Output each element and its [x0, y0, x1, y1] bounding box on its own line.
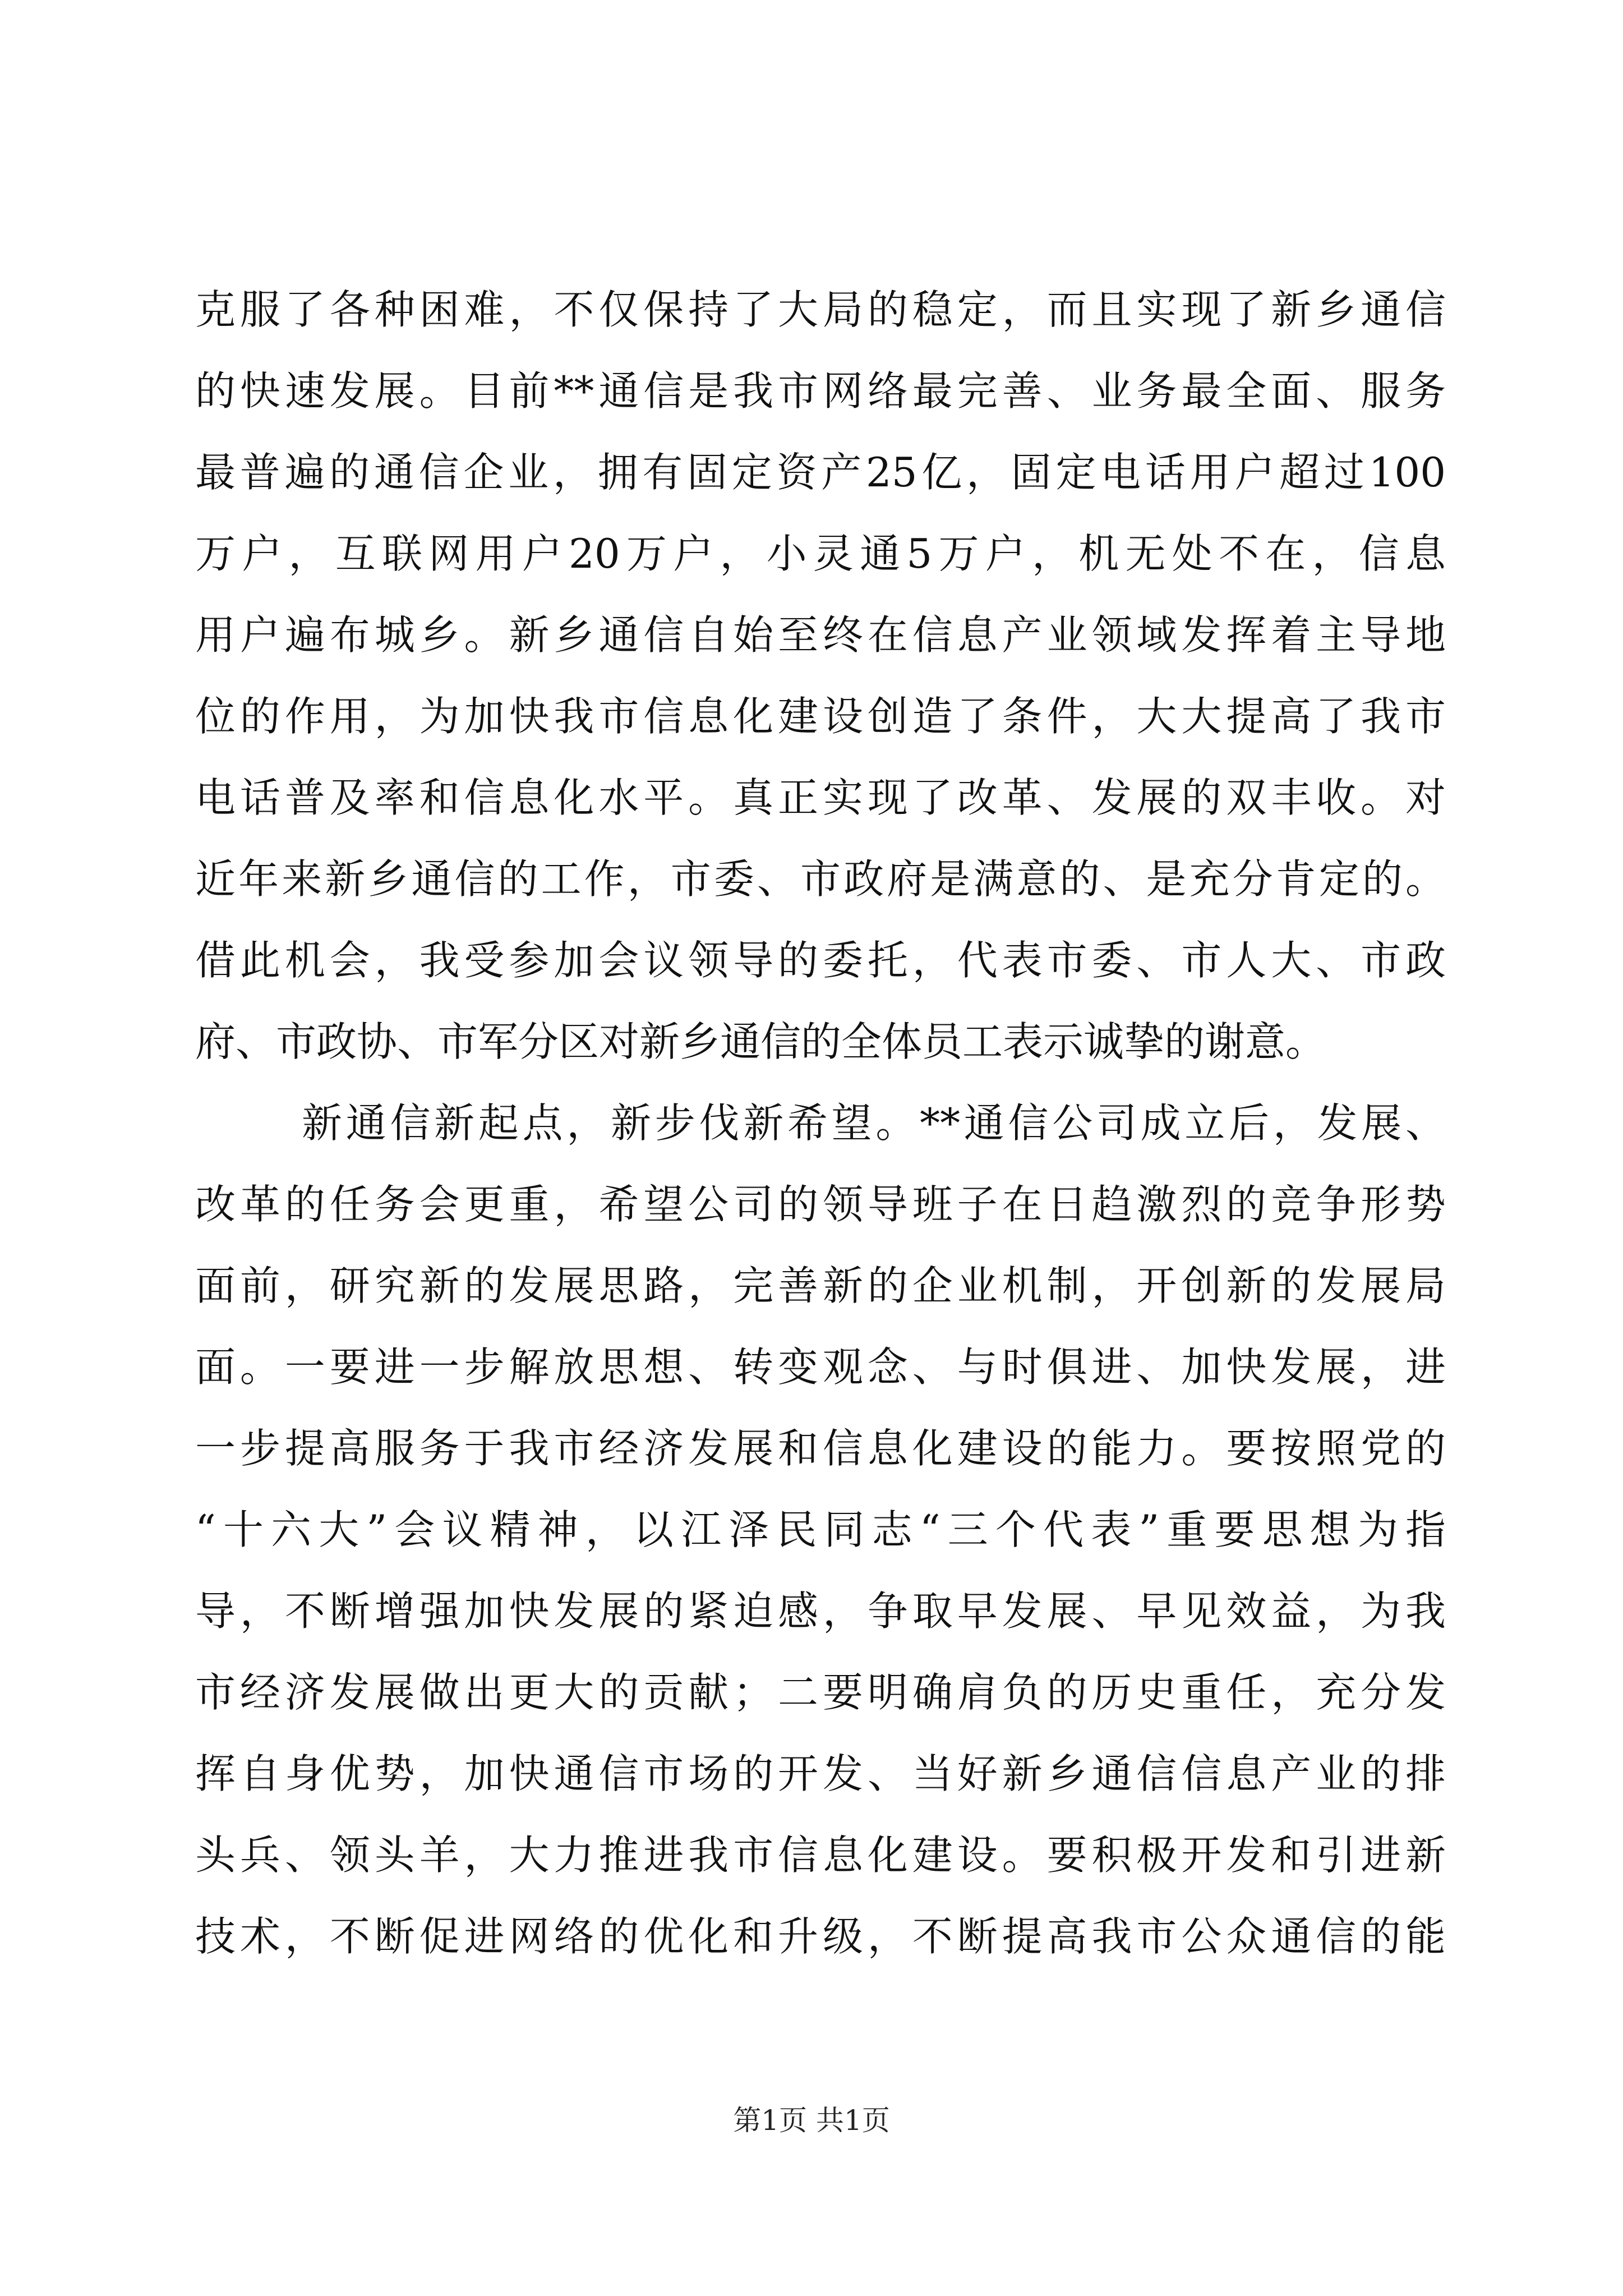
text-line: 市经济发展做出更大的贡献；二要明确肩负的历史重任，充分发 [195, 1669, 1446, 1716]
text-line: 用户遍布城乡。新乡通信自始至终在信息产业领域发挥着主导地 [195, 611, 1446, 659]
text-line: 新通信新起点，新步伐新希望。**通信公司成立后，发展、 [302, 1099, 1446, 1147]
text-line: 一步提高服务于我市经济发展和信息化建设的能力。要按照党的 [195, 1425, 1446, 1472]
text-line: 的快速发展。目前**通信是我市网络最完善、业务最全面、服务 [195, 367, 1446, 415]
text-line: 电话普及率和信息化水平。真正实现了改革、发展的双丰收。对 [195, 774, 1446, 821]
text-line: 借此机会，我受参加会议领导的委托，代表市委、市人大、市政 [195, 937, 1446, 984]
text-line: 面前，研究新的发展思路，完善新的企业机制，开创新的发展局 [195, 1262, 1446, 1309]
document-body [195, 269, 1446, 1977]
text-line: 克服了各种困难，不仅保持了大局的稳定，而且实现了新乡通信 [195, 286, 1446, 333]
text-line: 府、市政协、市军分区对新乡通信的全体员工表示诚挚的谢意。 [195, 1018, 1326, 1065]
text-line: 挥自身优势，加快通信市场的开发、当好新乡通信信息产业的排 [195, 1750, 1446, 1797]
text-line: 近年来新乡通信的工作，市委、市政府是满意的、是充分肯定的。 [195, 855, 1446, 903]
text-line: “十六大”会议精神，以江泽民同志“三个代表”重要思想为指 [195, 1506, 1446, 1553]
text-line: 位的作用，为加快我市信息化建设创造了条件，大大提高了我市 [195, 693, 1446, 740]
text-line: 技术，不断促进网络的优化和升级，不断提高我市公众通信的能 [195, 1913, 1446, 1960]
text-line: 面。一要进一步解放思想、转变观念、与时俱进、加快发展，进 [195, 1343, 1446, 1391]
page-number-footer: 第1页 共1页 [733, 2104, 890, 2137]
text-line: 导，不断增强加快发展的紧迫感，争取早发展、早见效益，为我 [195, 1588, 1446, 1635]
text-line: 头兵、领头羊，大力推进我市信息化建设。要积极开发和引进新 [195, 1832, 1446, 1879]
text-line: 改革的任务会更重，希望公司的领导班子在日趋激烈的竞争形势 [195, 1181, 1446, 1228]
text-line: 最普遍的通信企业，拥有固定资产25亿，固定电话用户超过100 [195, 449, 1446, 496]
text-line: 万户，互联网用户20万户，小灵通5万户，机无处不在，信息 [195, 530, 1446, 577]
